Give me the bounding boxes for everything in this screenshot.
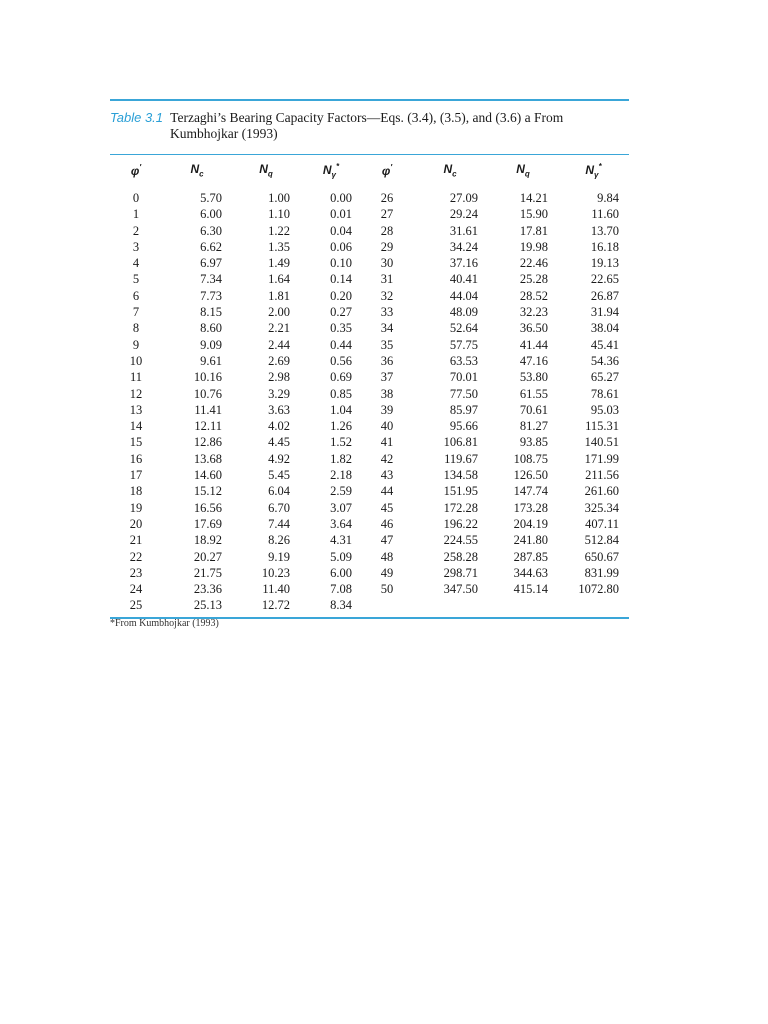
table-cell: 33	[380, 305, 394, 320]
table-row	[110, 597, 629, 613]
table-cell: 2.59	[330, 484, 352, 499]
table-cell: 12.72	[261, 598, 290, 613]
table-cell: 34.24	[449, 239, 478, 254]
table-cell: 134.58	[443, 468, 478, 483]
table-row	[110, 500, 629, 516]
table-cell: 8	[132, 321, 140, 336]
table-row	[110, 418, 629, 434]
header-phi: φ′	[130, 163, 142, 178]
table-cell: 9.84	[597, 191, 619, 205]
table-cell: 12	[129, 386, 143, 401]
table-cell: 2.00	[268, 305, 290, 320]
table-cell: 52.64	[449, 321, 478, 336]
table-cell: 7	[132, 305, 140, 320]
table-cell: 2.69	[268, 353, 290, 368]
table-cell: 6	[132, 288, 140, 303]
table-cell: 108.75	[513, 451, 548, 466]
table-cell	[558, 597, 629, 613]
table-cell: 407.11	[585, 516, 619, 531]
table-cell: 3.64	[330, 516, 352, 531]
table-cell: 26	[380, 191, 394, 205]
table-cell: 1.52	[330, 435, 352, 450]
table-cell: 16.18	[590, 239, 619, 254]
table-row	[110, 532, 629, 548]
table-cell: 31.61	[449, 223, 478, 238]
table-cell: 151.95	[443, 484, 478, 499]
table-cell: 12.11	[194, 419, 222, 434]
table-cell: 5.70	[200, 191, 222, 205]
table-cell: 7.73	[200, 288, 222, 303]
table-cell	[362, 597, 412, 613]
table-cell: 224.55	[443, 533, 478, 548]
table-cell: 7.44	[268, 516, 290, 531]
table-cell: 1.10	[268, 207, 290, 222]
table-cell: 31.94	[590, 305, 619, 320]
table-cell: 95.66	[449, 419, 478, 434]
table-cell: 258.28	[443, 549, 478, 564]
table-cell: 126.50	[513, 468, 548, 483]
top-rule	[110, 99, 629, 101]
table-cell: 36.50	[519, 321, 548, 336]
table-row	[110, 581, 629, 597]
table-cell: 8.34	[330, 598, 352, 613]
table-cell: 8.15	[200, 305, 222, 320]
table-row	[110, 320, 629, 336]
table-cell: 6.70	[268, 500, 290, 515]
table-cell: 0.85	[330, 386, 352, 401]
table-cell: 7.34	[200, 272, 222, 287]
table-cell: 3.63	[268, 402, 290, 417]
table-row	[110, 451, 629, 467]
table-cell: 44.04	[449, 288, 478, 303]
table-row	[110, 565, 629, 581]
table-cell: 1.81	[268, 288, 290, 303]
bearing-capacity-table	[110, 155, 629, 614]
table-row	[110, 467, 629, 483]
table-cell: 63.53	[449, 353, 478, 368]
table-cell: 57.75	[449, 337, 478, 352]
table-label: Table 3.1	[110, 110, 164, 125]
table-cell: 61.55	[519, 386, 548, 401]
table-cell: 6.62	[200, 239, 222, 254]
table-cell: 261.60	[584, 484, 619, 499]
table-cell: 22	[129, 549, 143, 564]
table-cell: 6.04	[268, 484, 290, 499]
table-cell: 47	[380, 533, 394, 548]
table-cell: 36	[380, 353, 394, 368]
table-cell: 1	[132, 207, 140, 222]
table-cell: 147.74	[513, 484, 548, 499]
table-cell: 19	[129, 500, 143, 515]
table-cell: 45.41	[590, 337, 619, 352]
table-cell: 0.00	[330, 191, 352, 205]
table-cell: 211.56	[585, 468, 619, 483]
table-cell: 17.81	[519, 223, 548, 238]
table-cell: 2.44	[268, 337, 290, 352]
table-cell: 2.21	[268, 321, 290, 336]
table-cell: 37	[380, 370, 394, 385]
table-cell: 1.49	[268, 256, 290, 271]
header-phi-2: φ′	[381, 163, 393, 178]
table-cell: 0.44	[330, 337, 352, 352]
table-caption	[110, 110, 629, 154]
caption-line-1: Terzaghi’s Bearing Capacity Factors—Eqs. (3.4), (3.5), and (3.6) a From	[170, 110, 564, 125]
table-cell: 11	[129, 370, 143, 385]
table-cell: 0.04	[330, 223, 352, 238]
table-cell: 1072.80	[578, 582, 619, 597]
table-cell: 9.61	[200, 353, 222, 368]
table-cell: 54.36	[590, 353, 619, 368]
table-cell: 45	[380, 500, 394, 515]
table-cell: 0.14	[330, 272, 352, 287]
table-cell: 119.67	[444, 451, 478, 466]
table-cell: 29	[380, 239, 394, 254]
table-cell: 298.71	[443, 565, 478, 580]
table-footnote: *From Kumbhojkar (1993)	[110, 617, 219, 629]
table-cell: 19.98	[519, 239, 548, 254]
table-cell: 7.08	[330, 582, 352, 597]
table-cell: 4	[132, 256, 140, 271]
table-cell: 1.00	[268, 191, 290, 205]
table-cell: 2.18	[330, 468, 352, 483]
table-cell: 70.01	[449, 370, 478, 385]
table-row	[110, 304, 629, 320]
table-cell: 48	[380, 549, 394, 564]
table-cell: 25.28	[519, 272, 548, 287]
table-cell: 95.03	[590, 402, 619, 417]
table-cell: 0.35	[330, 321, 352, 336]
table-cell: 347.50	[443, 582, 478, 597]
table-cell: 3	[132, 239, 140, 254]
table-row	[110, 516, 629, 532]
table-cell	[488, 597, 558, 613]
table-cell: 70.61	[519, 402, 548, 417]
table-cell: 23	[129, 565, 143, 580]
table-cell: 11.40	[262, 582, 290, 597]
table-cell: 19.13	[590, 256, 619, 271]
table-cell: 831.99	[584, 565, 619, 580]
table-cell: 1.22	[268, 223, 290, 238]
table-cell: 48.09	[449, 305, 478, 320]
table-cell: 41	[380, 435, 394, 450]
table-cell: 10	[129, 353, 143, 368]
table-cell: 287.85	[513, 549, 548, 564]
table-cell: 20	[129, 516, 143, 531]
table-cell: 38	[380, 386, 394, 401]
table-cell: 78.61	[590, 386, 619, 401]
table-cell: 1.26	[330, 419, 352, 434]
header-ngamma: $N_\gamma^*$	[322, 161, 340, 180]
table-cell: 32.23	[519, 305, 548, 320]
table-cell: 11.60	[591, 207, 619, 222]
table-cell: 6.00	[330, 565, 352, 580]
table-cell: 1.82	[330, 451, 352, 466]
table-cell: 35	[380, 337, 394, 352]
header-row	[110, 155, 629, 186]
table-cell: 29.24	[449, 207, 478, 222]
table-cell: 415.14	[513, 582, 548, 597]
table-cell: 65.27	[590, 370, 619, 385]
table-cell: 5.45	[268, 468, 290, 483]
table-cell: 3.29	[268, 386, 290, 401]
table-cell: 0.01	[330, 207, 352, 222]
table-cell: 11.41	[194, 402, 222, 417]
table-row	[110, 255, 629, 271]
table-cell: 241.80	[513, 533, 548, 548]
table-cell: 4.45	[268, 435, 290, 450]
table-row	[110, 223, 629, 239]
table-cell: 38.04	[590, 321, 619, 336]
table-cell: 26.87	[590, 288, 619, 303]
table-row	[110, 337, 629, 353]
table-cell: 22.46	[519, 256, 548, 271]
table-cell: 31	[380, 272, 394, 287]
table-row	[110, 369, 629, 385]
table-cell: 2.98	[268, 370, 290, 385]
table-cell: 14	[129, 419, 143, 434]
table-cell: 16	[129, 451, 143, 466]
table-cell: 10.16	[193, 370, 222, 385]
table-cell: 115.31	[585, 419, 619, 434]
table-cell: 1.64	[268, 272, 290, 287]
table-cell: 5	[132, 272, 140, 287]
table-cell: 21	[129, 533, 143, 548]
table-cell: 4.31	[330, 533, 352, 548]
table-cell: 27.09	[449, 191, 478, 205]
table-cell: 30	[380, 256, 394, 271]
table-cell: 22.65	[590, 272, 619, 287]
table-cell: 0.06	[330, 239, 352, 254]
table-cell: 40.41	[449, 272, 478, 287]
table-cell: 0.20	[330, 288, 352, 303]
table-row	[110, 288, 629, 304]
table-cell: 14.60	[193, 468, 222, 483]
header-nq-2: $N_q$	[516, 162, 530, 179]
table-cell: 37.16	[449, 256, 478, 271]
table-cell: 13.70	[590, 223, 619, 238]
table-row	[110, 206, 629, 222]
table-row	[110, 549, 629, 565]
table-cell: 34	[380, 321, 394, 336]
caption-line-2: Kumbhojkar (1993)	[170, 126, 278, 141]
table-cell: 85.97	[449, 402, 478, 417]
table-cell: 6.00	[200, 207, 222, 222]
table-page	[110, 99, 629, 629]
table-cell: 15.90	[519, 207, 548, 222]
table-cell: 17	[129, 468, 143, 483]
table-cell: 9.09	[200, 337, 222, 352]
table-cell: 25.13	[193, 598, 222, 613]
table-row	[110, 271, 629, 287]
table-row	[110, 186, 629, 206]
table-cell: 0.69	[330, 370, 352, 385]
table-row	[110, 353, 629, 369]
table-cell: 40	[380, 419, 394, 434]
header-nc-2: $N_c$	[443, 162, 457, 179]
table-cell: 6.97	[200, 256, 222, 271]
table-cell: 23.36	[193, 582, 222, 597]
table-body	[110, 186, 629, 614]
table-cell: 18	[129, 484, 143, 499]
table-cell: 15.12	[193, 484, 222, 499]
table-cell: 27	[380, 207, 394, 222]
table-cell: 140.51	[584, 435, 619, 450]
table-cell: 10.76	[193, 386, 222, 401]
table-cell: 12.86	[193, 435, 222, 450]
table-cell: 44	[380, 484, 394, 499]
table-cell: 5.09	[330, 549, 352, 564]
table-row	[110, 386, 629, 402]
table-cell: 2	[132, 223, 140, 238]
table-cell: 47.16	[519, 353, 548, 368]
header-ngamma-2: $N_\gamma^*$	[585, 161, 602, 180]
header-nc: $N_c$	[190, 162, 204, 179]
table-cell: 13	[129, 402, 143, 417]
table-cell: 21.75	[193, 565, 222, 580]
table-cell: 4.92	[268, 451, 290, 466]
table-cell: 0.27	[330, 305, 352, 320]
table-cell: 46	[380, 516, 394, 531]
table-cell: 512.84	[584, 533, 619, 548]
table-cell: 1.35	[268, 239, 290, 254]
table-cell: 171.99	[584, 451, 619, 466]
table-cell: 8.26	[268, 533, 290, 548]
header-nq: $N_q$	[259, 162, 273, 179]
table-cell: 25	[129, 598, 143, 613]
table-row	[110, 434, 629, 450]
table-cell: 106.81	[443, 435, 478, 450]
table-cell: 41.44	[519, 337, 548, 352]
table-row	[110, 483, 629, 499]
table-cell: 20.27	[193, 549, 222, 564]
table-cell: 9.19	[268, 549, 290, 564]
table-cell: 50	[380, 582, 394, 597]
table-cell: 14.21	[519, 191, 548, 205]
table-cell: 6.30	[200, 223, 222, 238]
table-cell: 39	[380, 402, 394, 417]
table-cell: 173.28	[513, 500, 548, 515]
table-cell: 77.50	[449, 386, 478, 401]
table-cell: 16.56	[193, 500, 222, 515]
table-cell: 0	[132, 191, 140, 205]
table-cell: 17.69	[193, 516, 222, 531]
table-cell: 10.23	[261, 565, 290, 580]
table-cell: 18.92	[193, 533, 222, 548]
table-cell: 0.56	[330, 353, 352, 368]
table-cell: 15	[129, 435, 143, 450]
table-cell: 53.80	[519, 370, 548, 385]
table-row	[110, 239, 629, 255]
table-cell: 4.02	[268, 419, 290, 434]
table-cell	[412, 597, 488, 613]
table-cell: 24	[129, 582, 143, 597]
table-cell: 28	[380, 223, 394, 238]
table-cell: 196.22	[443, 516, 478, 531]
table-cell: 93.85	[519, 435, 548, 450]
table-cell: 8.60	[200, 321, 222, 336]
table-cell: 172.28	[443, 500, 478, 515]
table-row	[110, 402, 629, 418]
table-cell: 344.63	[513, 565, 548, 580]
table-cell: 43	[380, 468, 394, 483]
table-cell: 81.27	[519, 419, 548, 434]
table-cell: 28.52	[519, 288, 548, 303]
table-cell: 42	[380, 451, 394, 466]
table-cell: 32	[380, 288, 394, 303]
table-cell: 49	[380, 565, 394, 580]
table-cell: 13.68	[193, 451, 222, 466]
table-cell: 9	[132, 337, 140, 352]
table-cell: 650.67	[584, 549, 619, 564]
table-cell: 3.07	[330, 500, 352, 515]
table-cell: 204.19	[513, 516, 548, 531]
table-cell: 0.10	[330, 256, 352, 271]
table-cell: 1.04	[330, 402, 352, 417]
table-cell: 325.34	[584, 500, 619, 515]
